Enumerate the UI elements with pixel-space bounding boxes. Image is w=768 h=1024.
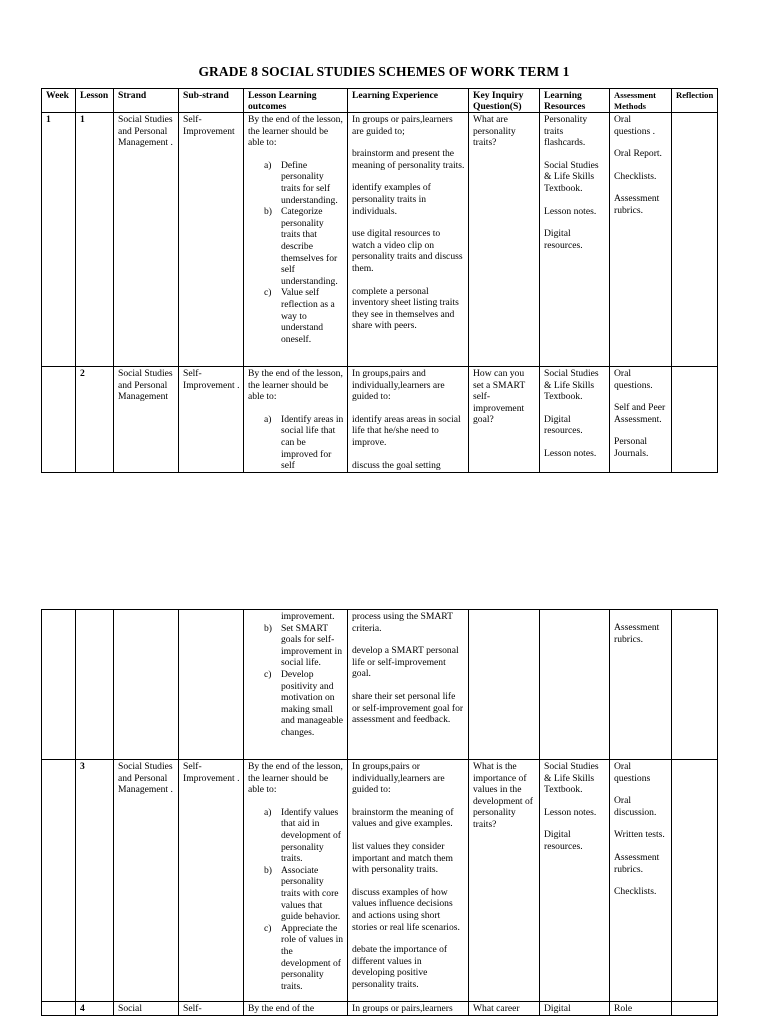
assessment-item: Assessment rubrics. bbox=[614, 193, 660, 216]
outcome-item bbox=[248, 865, 344, 923]
assessment-item: Oral questions bbox=[614, 761, 651, 784]
resource-item: Social Studies & Life Skills Textbook. bbox=[544, 368, 599, 403]
reflection-cell bbox=[672, 113, 718, 367]
lesson-cell: 1 bbox=[76, 113, 114, 367]
lesson-cell: 3 bbox=[76, 760, 114, 1002]
experience-item: debate the importance of different values in developing positive personality traits. bbox=[352, 944, 448, 990]
outcomes-list bbox=[248, 414, 344, 472]
resources-cell: Digital bbox=[540, 1002, 610, 1016]
outcome-marker: c) bbox=[264, 287, 272, 299]
outcome-marker: c) bbox=[264, 668, 272, 680]
inquiry-cell: How can you set a SMART self-improvement goal? bbox=[469, 367, 540, 473]
resource-item: Lesson notes. bbox=[544, 205, 597, 217]
header-inquiry: Key Inquiry Question(S) bbox=[469, 89, 540, 113]
outcome-item bbox=[248, 414, 344, 472]
assessment-item: Assessment rubrics. bbox=[614, 851, 660, 875]
week-cell bbox=[42, 1002, 76, 1016]
experience-cell: In groups or pairs,learners bbox=[348, 1002, 469, 1016]
header-outcomes: Lesson Learning outcomes bbox=[244, 89, 348, 113]
inquiry-cell: What career bbox=[469, 1002, 540, 1016]
outcome-item bbox=[248, 807, 344, 865]
resources-cell bbox=[540, 760, 610, 1002]
inquiry-cell: What is the importance of values in the development of personality traits? bbox=[469, 760, 540, 1002]
header-lesson: Lesson bbox=[76, 89, 114, 113]
assessment-item: Oral questions . bbox=[614, 114, 656, 137]
experience-cell bbox=[348, 113, 469, 367]
outcomes-list bbox=[248, 611, 344, 739]
experience-item: develop a SMART personal life or self-improvement goal. bbox=[352, 645, 459, 680]
outcomes-intro: By the end of the lesson, the learner should be able to: bbox=[248, 761, 343, 796]
strand-cell: Social bbox=[114, 1002, 179, 1016]
outcomes-cell bbox=[244, 113, 348, 367]
table-row-lesson-3 bbox=[42, 760, 718, 1002]
assessment-item: Self and Peer Assessment. bbox=[614, 402, 666, 425]
outcome-item bbox=[248, 160, 344, 206]
outcomes-intro: By the end of the lesson, the learner should be able to: bbox=[248, 114, 343, 149]
resource-item: Digital resources. bbox=[544, 829, 583, 852]
outcome-marker: b) bbox=[264, 864, 272, 876]
assessment-item: Oral questions. bbox=[614, 368, 653, 391]
table-row-lesson-1 bbox=[42, 113, 718, 367]
outcomes-cell bbox=[244, 760, 348, 1002]
resource-item: Digital resources. bbox=[544, 228, 583, 251]
assessment-item: Personal Journals. bbox=[614, 436, 649, 459]
outcome-text: Appreciate the role of values in the development of personality traits. bbox=[281, 922, 344, 992]
outcomes-cell bbox=[244, 610, 348, 760]
experience-intro: In groups,pairs and individually,learners are guided to: bbox=[352, 368, 445, 403]
week-cell: 1 bbox=[42, 113, 76, 367]
outcome-marker: b) bbox=[264, 206, 272, 218]
assessment-item: Oral discussion. bbox=[614, 795, 657, 818]
outcome-marker: a) bbox=[264, 806, 272, 818]
substrand-cell: Self- bbox=[179, 1002, 244, 1016]
outcome-text: Set SMART goals for self-improvement in social life. bbox=[281, 622, 343, 669]
experience-item: complete a personal inventory sheet listing traits they see in themselves and share with peers. bbox=[352, 285, 459, 332]
lesson-cell bbox=[76, 610, 114, 760]
strand-cell: Social Studies and Personal Management bbox=[114, 367, 179, 473]
experience-intro: In groups or pairs,learners are guided to; bbox=[352, 114, 453, 137]
table-row-lesson-2 bbox=[42, 367, 718, 473]
assessment-item: Written tests. bbox=[614, 829, 665, 841]
reflection-cell bbox=[672, 760, 718, 1002]
outcome-text: Develop positivity and motivation on making small and manageable changes. bbox=[281, 668, 344, 738]
experience-item: share their set personal life or self-improvement goal for assessment and feedback. bbox=[352, 690, 464, 726]
assessment-cell: Role bbox=[610, 1002, 672, 1016]
inquiry-cell bbox=[469, 610, 540, 760]
outcome-item bbox=[248, 206, 344, 287]
schemes-table-part2 bbox=[41, 609, 718, 1016]
table-row-lesson-2-continued bbox=[42, 610, 718, 760]
week-cell bbox=[42, 367, 76, 473]
resources-cell bbox=[540, 367, 610, 473]
outcome-text: Identify areas in social life that can be improved for self bbox=[281, 413, 344, 472]
assessment-cell bbox=[610, 610, 672, 760]
table-row-lesson-4 bbox=[42, 1002, 718, 1016]
experience-item: brainstorm and present the meaning of personality traits. bbox=[352, 148, 465, 171]
experience-item: brainstorm the meaning of values and give examples. bbox=[352, 806, 454, 830]
assessment-cell bbox=[610, 367, 672, 473]
outcomes-list bbox=[248, 807, 344, 993]
lesson-cell: 2 bbox=[76, 367, 114, 473]
outcome-text: Categorize personality traits that describe themselves for self understanding. bbox=[281, 206, 338, 287]
header-strand: Strand bbox=[114, 89, 179, 113]
header-substrand: Sub-strand bbox=[179, 89, 244, 113]
outcome-item bbox=[248, 923, 344, 993]
resource-item: Lesson notes. bbox=[544, 806, 597, 818]
experience-item: discuss the goal setting bbox=[352, 459, 441, 471]
outcome-item-continued bbox=[248, 611, 344, 623]
header-week: Week bbox=[42, 89, 76, 113]
reflection-cell bbox=[672, 1002, 718, 1016]
experience-cell bbox=[348, 610, 469, 760]
outcome-text: Value self reflection as a way to understand oneself. bbox=[281, 287, 335, 345]
document-title: GRADE 8 SOCIAL STUDIES SCHEMES OF WORK TERM 1 bbox=[198, 64, 570, 79]
experience-item: identify areas areas in social life that he/she need to improve. bbox=[352, 413, 461, 448]
outcome-text: Associate personality traits with core values that guide behavior. bbox=[281, 864, 341, 923]
outcomes-cell bbox=[244, 367, 348, 473]
lesson-cell: 4 bbox=[76, 1002, 114, 1016]
week-cell bbox=[42, 760, 76, 1002]
resource-item: Personality traits flashcards. bbox=[544, 114, 588, 149]
experience-item-continued: process using the SMART criteria. bbox=[352, 611, 453, 634]
experience-intro: In groups,pairs or individually,learners are guided to: bbox=[352, 761, 445, 796]
strand-cell: Social Studies and Personal Management . bbox=[114, 760, 179, 1002]
outcome-text: Identify values that aid in development of personality traits. bbox=[281, 806, 341, 865]
outcome-marker: a) bbox=[264, 159, 272, 171]
experience-item: use digital resources to watch a video clip on personality traits and discuss them. bbox=[352, 228, 463, 274]
resource-item: Lesson notes. bbox=[544, 447, 597, 459]
assessment-item: Oral Report. bbox=[614, 148, 662, 160]
inquiry-cell: What are personality traits? bbox=[469, 113, 540, 367]
experience-item: identify examples of personality traits in individuals. bbox=[352, 182, 431, 217]
substrand-cell: Self-Improvement bbox=[179, 113, 244, 367]
outcome-text: improvement. bbox=[281, 611, 335, 622]
outcome-item bbox=[248, 287, 344, 345]
outcome-item bbox=[248, 623, 344, 669]
header-assessment: Assessment Methods bbox=[610, 89, 672, 113]
resources-cell bbox=[540, 113, 610, 367]
schemes-table-part1 bbox=[41, 88, 718, 473]
resource-item: Social Studies & Life Skills Textbook. bbox=[544, 159, 599, 194]
reflection-cell bbox=[672, 610, 718, 760]
experience-item: discuss examples of how values influence decisions and actions using short stories or real life scenarios. bbox=[352, 886, 460, 933]
outcomes-intro: By the end of the lesson, the learner should be able to: bbox=[248, 368, 343, 403]
assessment-item: Checklists. bbox=[614, 886, 657, 898]
resources-cell bbox=[540, 610, 610, 760]
reflection-cell bbox=[672, 367, 718, 473]
header-resources: Learning Resources bbox=[540, 89, 610, 113]
strand-cell: Social Studies and Personal Management . bbox=[114, 113, 179, 367]
substrand-cell bbox=[179, 610, 244, 760]
experience-item: list values they consider important and match them with personality traits. bbox=[352, 840, 453, 876]
assessment-cell bbox=[610, 760, 672, 1002]
substrand-cell: Self-Improvement . bbox=[179, 760, 244, 1002]
experience-cell bbox=[348, 367, 469, 473]
outcome-marker: a) bbox=[264, 413, 272, 425]
assessment-cell bbox=[610, 113, 672, 367]
header-experience: Learning Experience bbox=[348, 89, 469, 113]
outcome-item bbox=[248, 669, 344, 739]
outcome-text: Define personality traits for self understanding. bbox=[281, 159, 338, 206]
outcomes-list bbox=[248, 160, 344, 346]
header-reflection: Reflection bbox=[672, 89, 718, 113]
outcomes-cell: By the end of the bbox=[244, 1002, 348, 1016]
strand-cell bbox=[114, 610, 179, 760]
assessment-item: Assessment rubrics. bbox=[614, 622, 660, 645]
resource-item: Social Studies & Life Skills Textbook. bbox=[544, 761, 599, 796]
assessment-item: Checklists. bbox=[614, 170, 657, 182]
outcome-marker: b) bbox=[264, 622, 272, 634]
outcome-marker: c) bbox=[264, 922, 272, 934]
header-row bbox=[42, 89, 718, 113]
experience-cell bbox=[348, 760, 469, 1002]
resource-item: Digital resources. bbox=[544, 413, 583, 437]
week-cell bbox=[42, 610, 76, 760]
substrand-cell: Self-Improvement . bbox=[179, 367, 244, 473]
